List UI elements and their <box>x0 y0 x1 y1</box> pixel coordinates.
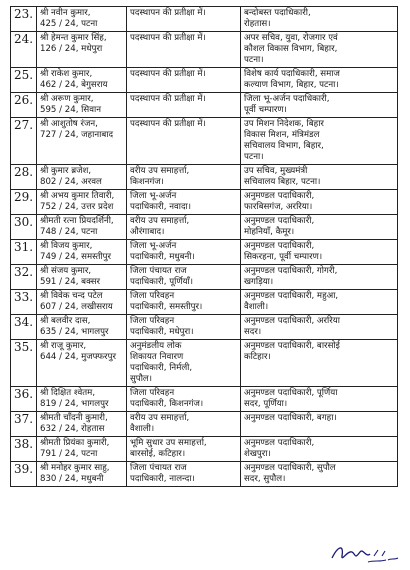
new-posting-line: उप सचिव, मुख्यमंत्री <box>244 166 308 176</box>
new-posting-line: शेखपुरा। <box>244 449 271 459</box>
current-posting-line: वैशाली। <box>130 424 155 434</box>
officer-name-cell <box>37 315 127 340</box>
current-posting-line: किशनगंज। <box>130 177 164 187</box>
current-posting-line: वरीय उप समाहर्त्ता, <box>130 413 190 423</box>
serial-number-cell: 31. <box>11 240 37 265</box>
current-posting-cell <box>127 7 241 32</box>
current-posting-cell <box>127 412 241 437</box>
current-posting-cell <box>127 315 241 340</box>
officer-name-line: श्री संजय कुमार, <box>40 266 92 276</box>
new-posting-line: सिकरहना, पूर्वी चम्पारण। <box>244 252 323 262</box>
officer-name-line: श्री मनोहर कुमार साहु, <box>40 463 110 473</box>
current-posting-cell <box>127 265 241 290</box>
new-posting-line: विकास मिशन, मंत्रिमंडल <box>244 130 320 140</box>
current-posting-line: पदस्थापन की प्रतीक्षा में। <box>130 33 206 43</box>
new-posting-line: पटना। <box>244 152 264 162</box>
current-posting-line: जिला परिवहन <box>130 291 175 301</box>
new-posting-line: पूर्वी चम्पारण। <box>244 105 287 115</box>
current-posting-cell <box>127 437 241 462</box>
current-posting-line: पदस्थापन की प्रतीक्षा में। <box>130 8 206 18</box>
officer-name-cell <box>37 165 127 190</box>
new-posting-cell <box>241 68 398 93</box>
new-posting-line: कटिहार। <box>244 352 271 362</box>
current-posting-line: पदाधिकारी, मधुबनी। <box>130 252 195 262</box>
table-row <box>11 462 398 487</box>
officer-name-line: श्री कुमार ब्रजेश, <box>40 166 92 176</box>
current-posting-line: पदस्थापन की प्रतीक्षा में। <box>130 119 206 129</box>
table-row <box>11 437 398 462</box>
officer-name-line: 791 / 24, पटना <box>40 449 98 459</box>
serial-number-cell: 38. <box>11 437 37 462</box>
new-posting-cell <box>241 387 398 412</box>
officer-name-line: 727 / 24, जहानाबाद <box>40 130 114 140</box>
new-posting-cell <box>241 265 398 290</box>
serial-number-cell: 32. <box>11 265 37 290</box>
current-posting-cell <box>127 68 241 93</box>
officer-name-line: श्री राकेश कुमार, <box>40 69 93 79</box>
officer-name-line: 462 / 24, बेगुसराय <box>40 80 108 90</box>
officer-name-line: 607 / 24, लखीसराय <box>40 302 113 312</box>
new-posting-line: अनुमण्डल पदाधिकारी, अररिया <box>244 316 340 326</box>
current-posting-line: बारसोई, कटिहार। <box>130 449 186 459</box>
serial-number-cell: 27. <box>11 118 37 165</box>
current-posting-line: जिला भू-अर्जन <box>130 191 177 201</box>
officer-name-line: श्री अरूण कुमार, <box>40 94 94 104</box>
officer-name-cell <box>37 7 127 32</box>
new-posting-cell <box>241 215 398 240</box>
new-posting-cell <box>241 462 398 487</box>
officer-name-cell <box>37 462 127 487</box>
current-posting-cell <box>127 93 241 118</box>
current-posting-line: पदाधिकारी, पूर्णियाँ। <box>130 277 193 287</box>
serial-number-cell: 33. <box>11 290 37 315</box>
officer-name-line: 830 / 24, मधुबनी <box>40 474 104 484</box>
table-row <box>11 240 398 265</box>
table-row <box>11 265 398 290</box>
table-row <box>11 412 398 437</box>
officer-name-line: श्रीमती रत्ना प्रियदर्शिनी, <box>40 216 114 226</box>
new-posting-line: सदर, सुपौल। <box>244 474 286 484</box>
officer-name-line: 591 / 24, बक्सर <box>40 277 101 287</box>
officer-name-line: 425 / 24, पटना <box>40 19 98 29</box>
officer-name-line: श्री राजू कुमार, <box>40 341 87 351</box>
new-posting-line: अनुमण्डल पदाधिकारी, <box>244 438 315 448</box>
new-posting-line: सचिवालय विभाग, बिहार, <box>244 141 324 151</box>
officer-name-cell <box>37 68 127 93</box>
new-posting-line: अनुमण्डल पदाधिकारी, महुआ, <box>244 291 339 301</box>
current-posting-line: पदस्थापन की प्रतीक्षा में। <box>130 94 206 104</box>
table-row <box>11 315 398 340</box>
new-posting-line: वैशाली। <box>244 302 269 312</box>
officer-name-cell <box>37 240 127 265</box>
new-posting-line: उप मिशन निदेशक, बिहार <box>244 119 324 129</box>
new-posting-cell <box>241 165 398 190</box>
officer-name-cell <box>37 290 127 315</box>
officer-name-line: श्री हेमन्त कुमार सिंह, <box>40 33 107 43</box>
serial-number-cell: 37. <box>11 412 37 437</box>
officer-name-line: श्री आशुतोष रंजन, <box>40 119 98 129</box>
current-posting-line: पदाधिकारी, नालन्दा। <box>130 474 195 484</box>
current-posting-line: जिला परिवहन <box>130 316 175 326</box>
current-posting-cell <box>127 118 241 165</box>
new-posting-cell <box>241 340 398 387</box>
new-posting-line: मोहनियाँ, कैमूर। <box>244 227 295 237</box>
new-posting-line: जिला भू-अर्जन पदाधिकारी, <box>244 94 330 104</box>
table-row <box>11 290 398 315</box>
officer-name-cell <box>37 387 127 412</box>
officer-name-line: श्री नवीन कुमार, <box>40 8 91 18</box>
handwritten-signature <box>330 540 400 566</box>
officer-name-cell <box>37 215 127 240</box>
new-posting-line: अनुमण्डल पदाधिकारी, <box>244 191 315 201</box>
new-posting-line: कौशल विकास विभाग, बिहार, <box>244 44 338 54</box>
table-row <box>11 215 398 240</box>
serial-number-cell: 25. <box>11 68 37 93</box>
new-posting-line: कल्याण विभाग, बिहार, पटना। <box>244 80 339 90</box>
new-posting-line: अनुमण्डल पदाधिकारी, पूर्णिया <box>244 388 338 398</box>
transfer-posting-table <box>10 6 398 487</box>
officer-name-line: श्री बलवीर दास, <box>40 316 91 326</box>
officer-name-line: श्री विवेक चन्द पटेल <box>40 291 103 301</box>
new-posting-line: अनुमण्डल पदाधिकारी, सुपौल <box>244 463 336 473</box>
table-row <box>11 340 398 387</box>
new-posting-line: बन्दोबस्त पदाधिकारी, <box>244 8 311 18</box>
new-posting-cell <box>241 118 398 165</box>
table-body <box>11 7 398 487</box>
officer-name-line: 819 / 24, भागलपुर <box>40 399 109 409</box>
current-posting-cell <box>127 165 241 190</box>
officer-name-cell <box>37 265 127 290</box>
serial-number-cell: 29. <box>11 190 37 215</box>
officer-name-cell <box>37 190 127 215</box>
table-row <box>11 190 398 215</box>
new-posting-line: अपर सचिव, युवा, रोजगार एवं <box>244 33 338 43</box>
serial-number-cell: 35. <box>11 340 37 387</box>
new-posting-line: सचिवालय बिहार, पटना। <box>244 177 321 187</box>
new-posting-line: अनुमण्डल पदाधिकारी, <box>244 216 315 226</box>
officer-name-cell <box>37 93 127 118</box>
current-posting-line: औरंगाबाद। <box>130 227 165 237</box>
new-posting-cell <box>241 7 398 32</box>
current-posting-line: पदाधिकारी, नवादा। <box>130 202 192 212</box>
officer-name-cell <box>37 118 127 165</box>
new-posting-cell <box>241 437 398 462</box>
serial-number-cell: 39. <box>11 462 37 487</box>
new-posting-line: सदर। <box>244 327 262 337</box>
current-posting-line: पदाधिकारी, मधेपुरा। <box>130 327 194 337</box>
current-posting-cell <box>127 340 241 387</box>
current-posting-line: जिला परिवहन <box>130 388 175 398</box>
current-posting-line: पदाधिकारी, निर्मली, <box>130 363 193 373</box>
current-posting-cell <box>127 240 241 265</box>
current-posting-line: अनुमंडलीय लोक <box>130 341 182 351</box>
new-posting-line: फारबिसगंज, अररिया। <box>244 202 313 212</box>
serial-number-cell: 34. <box>11 315 37 340</box>
current-posting-line: वरीय उप समाहर्त्ता, <box>130 216 190 226</box>
current-posting-cell <box>127 32 241 68</box>
current-posting-cell <box>127 290 241 315</box>
officer-name-line: 635 / 24, भागलपुर <box>40 327 109 337</box>
new-posting-cell <box>241 32 398 68</box>
new-posting-line: पटना। <box>244 55 264 65</box>
new-posting-cell <box>241 315 398 340</box>
officer-name-line: 595 / 24, सिवान <box>40 105 101 115</box>
current-posting-line: पदाधिकारी, किशनगंज। <box>130 399 204 409</box>
officer-name-line: श्री विजय कुमार, <box>40 241 93 251</box>
serial-number-cell: 30. <box>11 215 37 240</box>
new-posting-line: अनुमण्डल पदाधिकारी, <box>244 241 315 251</box>
new-posting-line: रोहतास। <box>244 19 271 29</box>
current-posting-line: पदाधिकारी, समस्तीपुर। <box>130 302 203 312</box>
current-posting-line: जिला पंचायत राज <box>130 463 187 473</box>
current-posting-line: जिला भू-अर्जन <box>130 241 177 251</box>
officer-name-cell <box>37 340 127 387</box>
new-posting-line: अनुमण्डल पदाधिकारी, बारसोई <box>244 341 340 351</box>
officer-name-cell <box>37 437 127 462</box>
new-posting-cell <box>241 412 398 437</box>
table-row <box>11 118 398 165</box>
officer-name-cell <box>37 32 127 68</box>
serial-number-cell: 36. <box>11 387 37 412</box>
officer-name-line: श्री अभय कुमार तिवारी, <box>40 191 115 201</box>
new-posting-cell <box>241 240 398 265</box>
officer-name-line: 126 / 24, मधेपुरा <box>40 44 103 54</box>
serial-number-cell: 28. <box>11 165 37 190</box>
current-posting-cell <box>127 190 241 215</box>
officer-name-line: श्री दिक्षित श्वेतम, <box>40 388 96 398</box>
new-posting-line: खगड़िया। <box>244 277 274 287</box>
new-posting-cell <box>241 93 398 118</box>
current-posting-line: भूमि सुधार उप समाहर्त्ता, <box>130 438 207 448</box>
serial-number-cell: 23. <box>11 7 37 32</box>
officer-name-line: 748 / 24, पटना <box>40 227 98 237</box>
officer-name-line: 802 / 24, अरवल <box>40 177 102 187</box>
table-row <box>11 68 398 93</box>
serial-number-cell: 26. <box>11 93 37 118</box>
table-row <box>11 7 398 32</box>
serial-number-cell: 24. <box>11 32 37 68</box>
new-posting-cell <box>241 190 398 215</box>
current-posting-line: जिला पंचायत राज <box>130 266 187 276</box>
officer-name-line: 749 / 24, समस्तीपुर <box>40 252 111 262</box>
new-posting-line: अनुमण्डल पदाधिकारी, बगहा। <box>244 413 337 423</box>
officer-name-line: श्रीमती चाँदनी कुमारी, <box>40 413 108 423</box>
new-posting-line: सदर, पूर्णिया। <box>244 399 288 409</box>
table-row <box>11 387 398 412</box>
officer-name-line: 644 / 24, मुजफ्फरपुर <box>40 352 116 362</box>
current-posting-cell <box>127 215 241 240</box>
current-posting-line: पदस्थापन की प्रतीक्षा में। <box>130 69 206 79</box>
current-posting-line: शिकायत निवारण <box>130 352 184 362</box>
current-posting-cell <box>127 387 241 412</box>
table-row <box>11 93 398 118</box>
new-posting-line: विशेष कार्य पदाधिकारी, समाज <box>244 69 340 79</box>
current-posting-cell <box>127 462 241 487</box>
current-posting-line: सुपौल। <box>130 374 153 384</box>
officer-name-line: श्रीमती प्रियंका कुमारी, <box>40 438 110 448</box>
current-posting-line: वरीय उप समाहर्त्ता, <box>130 166 190 176</box>
new-posting-line: अनुमण्डल पदाधिकारी, गोगरी, <box>244 266 338 276</box>
officer-name-cell <box>37 412 127 437</box>
new-posting-cell <box>241 290 398 315</box>
table-row <box>11 32 398 68</box>
officer-name-line: 752 / 24, उत्तर प्रदेश <box>40 202 114 212</box>
officer-name-line: 632 / 24, रोहतास <box>40 424 105 434</box>
table-row <box>11 165 398 190</box>
